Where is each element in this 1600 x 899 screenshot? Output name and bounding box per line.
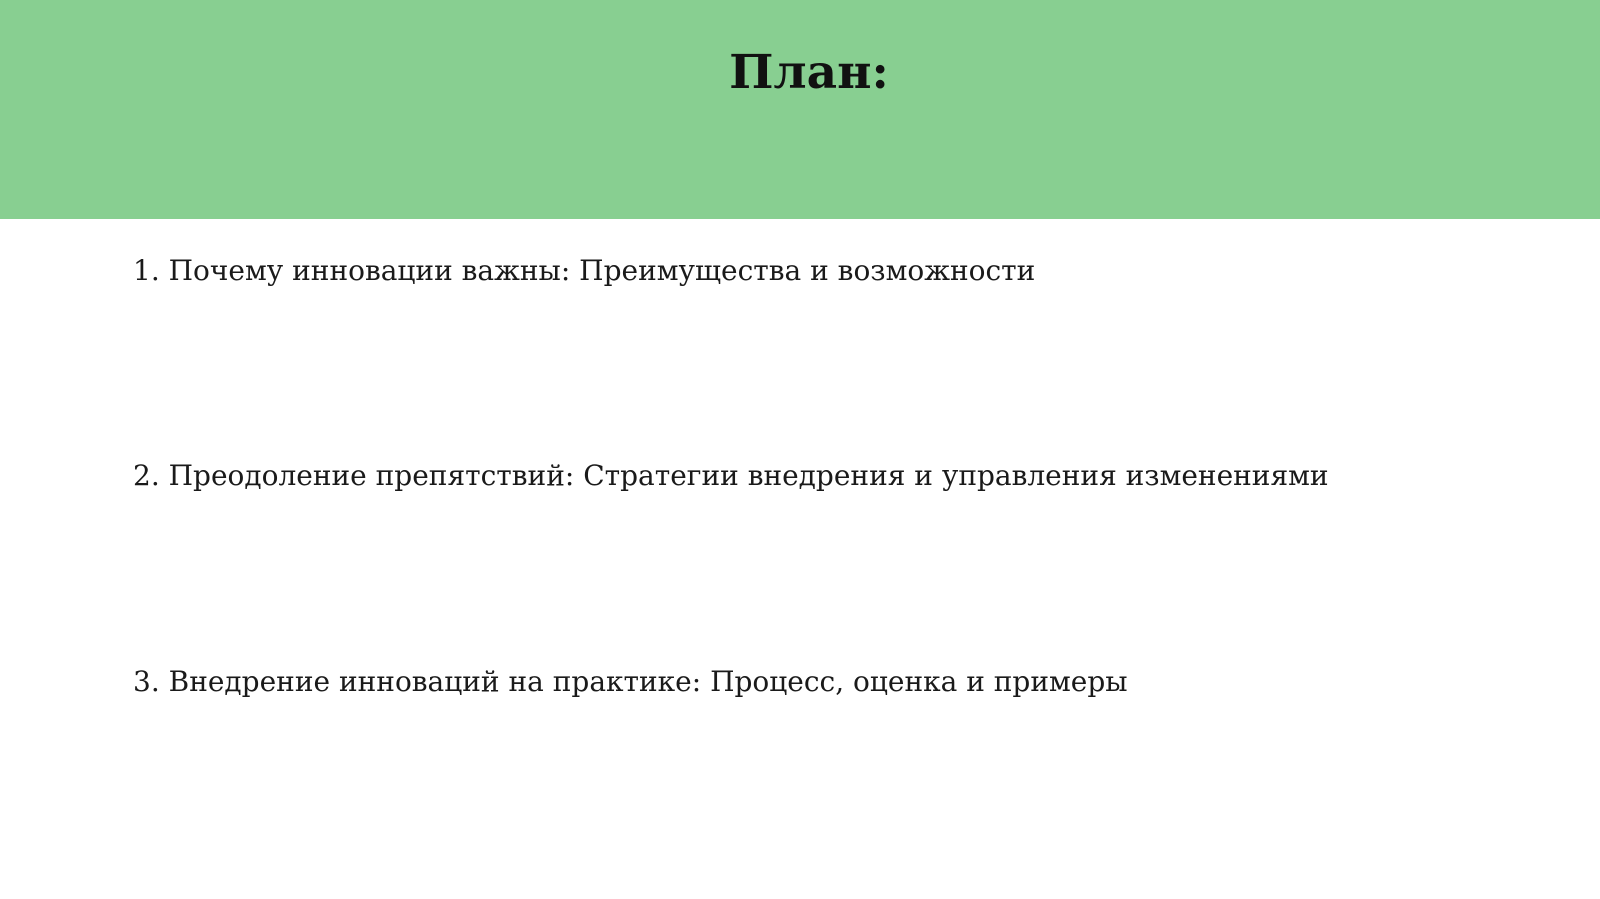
header-band — [0, 0, 1600, 219]
plan-item-3: 3. Внедрение инноваций на практике: Процесс, оценка и примеры — [133, 665, 1128, 698]
plan-item-1: 1. Почему инновации важны: Преимущества и возможности — [133, 254, 1036, 287]
slide-title: План: — [729, 45, 889, 100]
plan-item-2: 2. Преодоление препятствий: Стратегии внедрения и управления изменениями — [133, 459, 1329, 492]
